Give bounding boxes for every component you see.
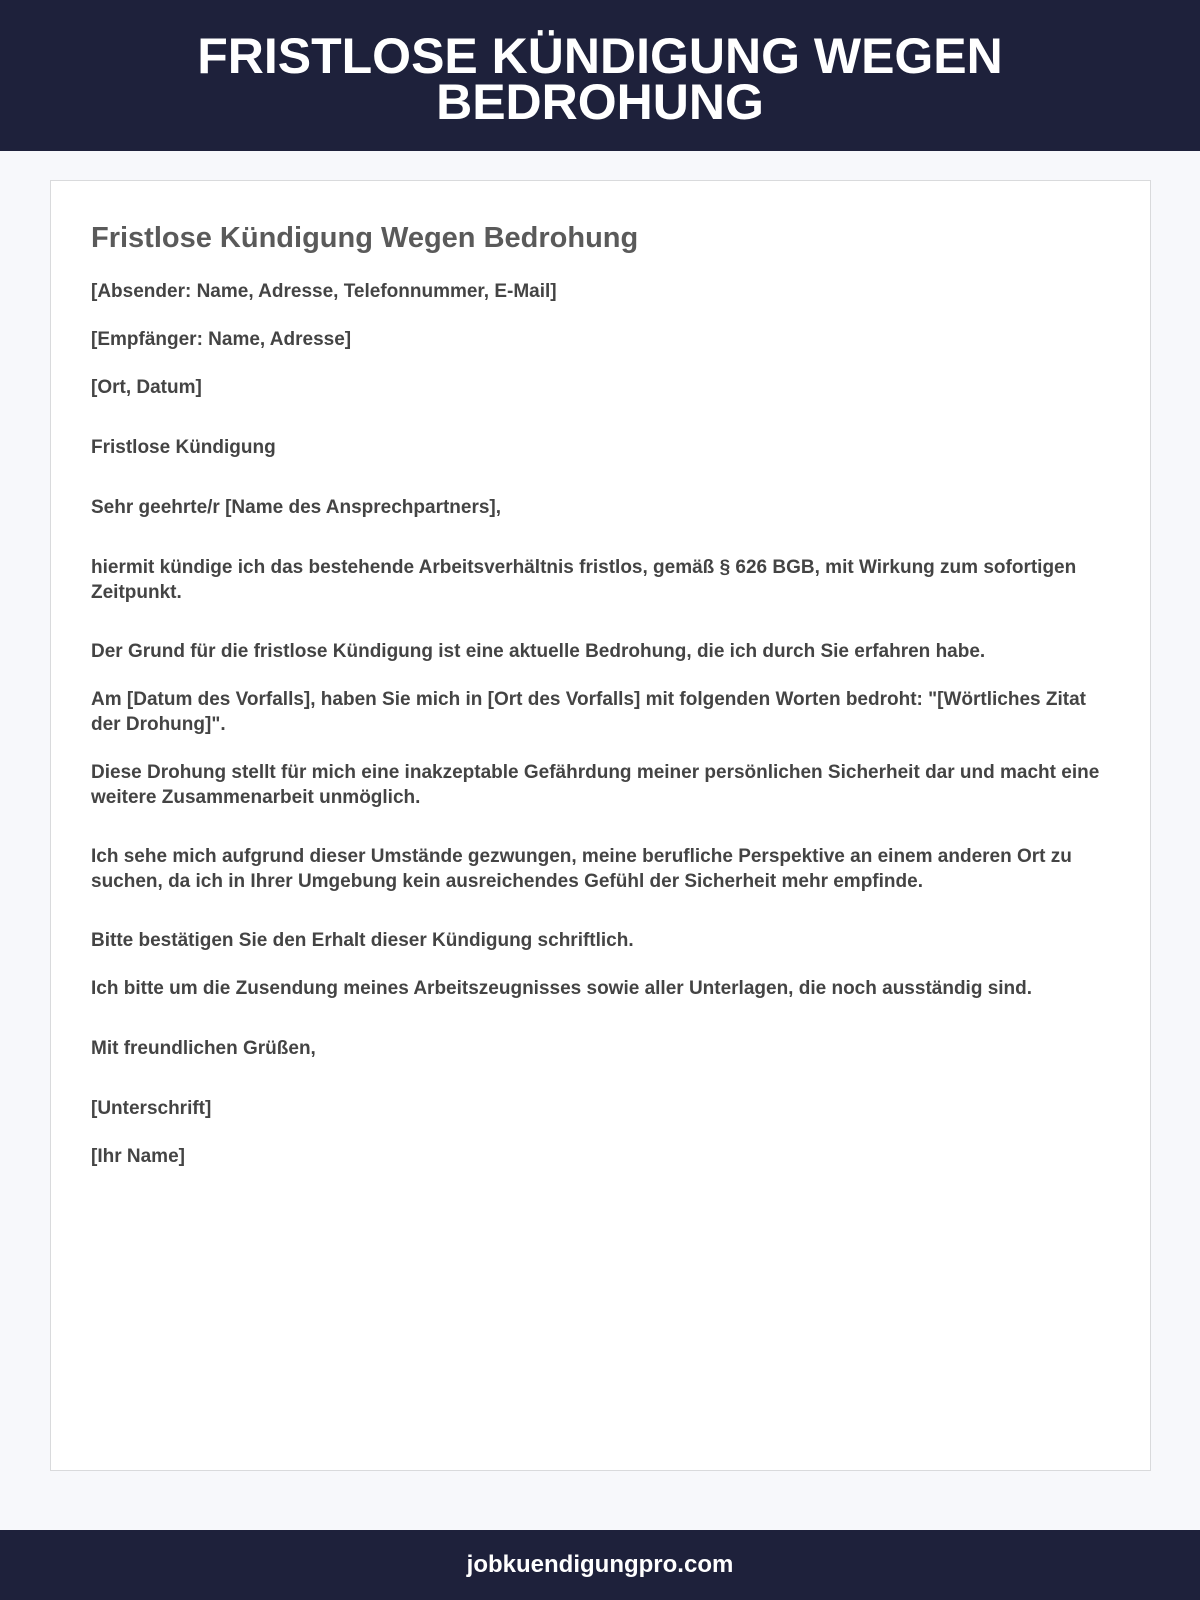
paragraph-reason: Der Grund für die fristlose Kündigung ist eine aktuelle Bedrohung, die ich durch Sie erfahren habe. — [91, 641, 986, 662]
paragraph-incident: Am [Datum des Vorfalls], haben Sie mich in [Ort des Vorfalls] mit folgenden Worten bedroht: "[Wörtliches Zitat der Drohung]". — [91, 689, 1086, 735]
paragraph-consequence: Ich sehe mich aufgrund dieser Umstände gezwungen, meine berufliche Perspektive an einem anderen Ort zu suchen, da ich in Ihrer Umgebung kein ausreichendes Gefühl der Sicherheit mehr empfinde. — [91, 846, 1072, 892]
letter-subject: Fristlose Kündigung — [91, 437, 276, 458]
page-title: FRISTLOSE KÜNDIGUNG WEGEN BEDROHUNG — [197, 27, 1003, 130]
letter-heading: Fristlose Kündigung Wegen Bedrohung — [91, 222, 639, 254]
name-placeholder: [Ihr Name] — [91, 1146, 185, 1167]
letter-card — [50, 180, 1151, 1471]
paragraph-threat-impact: Diese Drohung stellt für mich eine inakzeptable Gefährdung meiner persönlichen Sicherheit dar und macht eine weitere Zusammenarbeit unmöglich. — [91, 762, 1100, 808]
paragraph-documents-request: Ich bitte um die Zusendung meines Arbeitszeugnisses sowie aller Unterlagen, die noch ausständig sind. — [91, 978, 1033, 999]
paragraph-confirmation-request: Bitte bestätigen Sie den Erhalt dieser Kündigung schriftlich. — [91, 930, 634, 951]
sender-placeholder: [Absender: Name, Adresse, Telefonnummer, E-Mail] — [91, 281, 557, 302]
footer-site-name: jobkuendigungpro.com — [466, 1551, 734, 1578]
page-footer — [0, 1530, 1200, 1600]
page-header — [0, 0, 1200, 151]
place-date-placeholder: [Ort, Datum] — [91, 377, 202, 398]
signature-placeholder: [Unterschrift] — [91, 1098, 212, 1119]
recipient-placeholder: [Empfänger: Name, Adresse] — [91, 329, 352, 350]
letter-closing: Mit freundlichen Grüßen, — [91, 1038, 316, 1059]
letter-salutation: Sehr geehrte/r [Name des Ansprechpartners], — [91, 497, 502, 518]
paragraph-termination: hiermit kündige ich das bestehende Arbeitsverhältnis fristlos, gemäß § 626 BGB, mit Wirkung zum sofortigen Zeitpunkt. — [91, 557, 1077, 603]
